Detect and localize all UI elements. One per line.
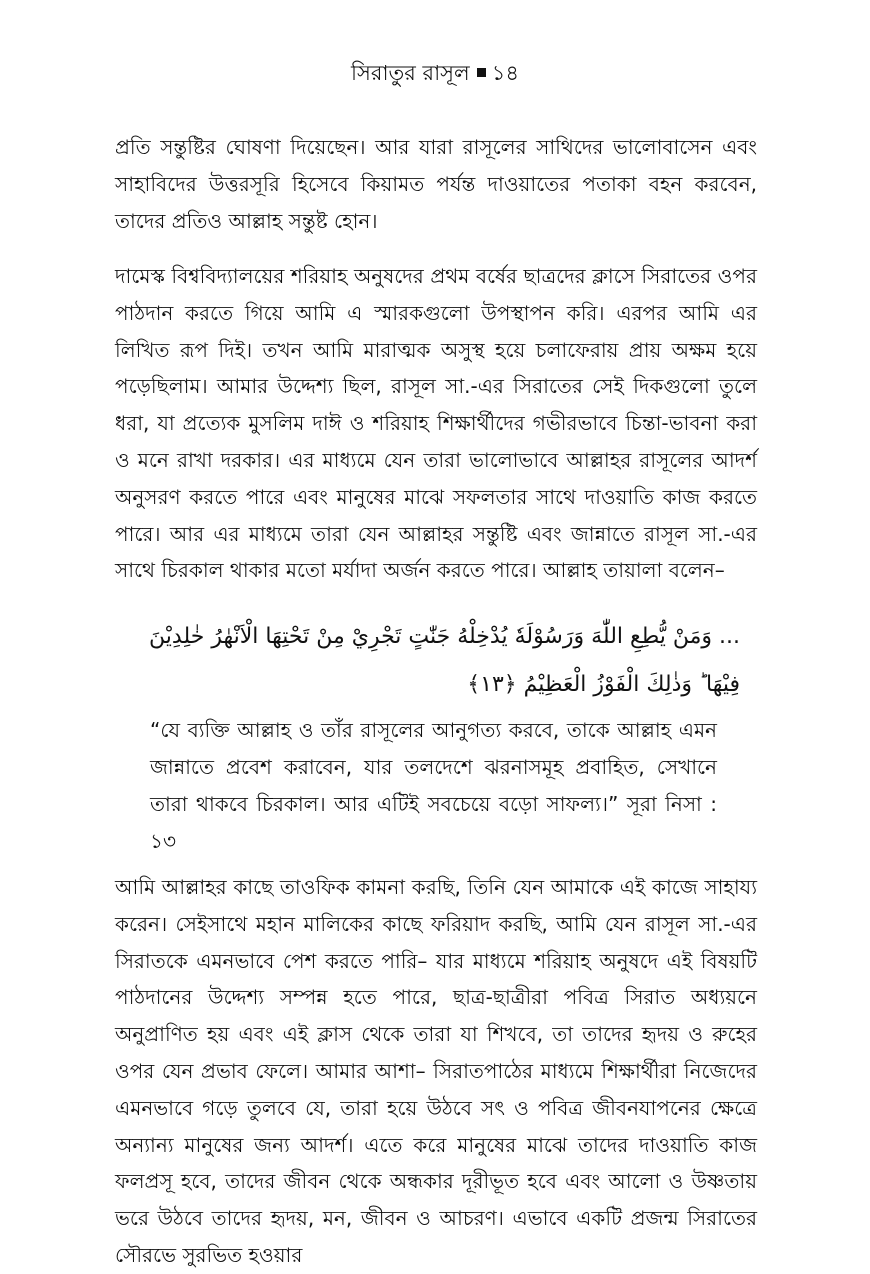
verse-translation: “যে ব্যক্তি আল্লাহ ও তাঁর রাসূলের আনুগত্য করবে, তাকে আল্লাহ এমন জান্নাতে প্রবেশ করাবেন, যার তলদেশে ঝরনাসমূহ প্রবাহিত, সেখানে তারা থাকবে চিরকাল। আর এটিই সবচেয়ে বড়ো সাফল্য।” সূরা নিসা : ১৩ (150, 718, 717, 853)
quran-verse-line-2: فِيْهَا ؕ وَذٰلِكَ الْفَوْزُ الْعَظِيْمُ ﴿۱۳﴾ (467, 672, 740, 697)
book-title: সিরাতুর রাসূল (351, 61, 470, 85)
paragraph-3: আমি আল্লাহর কাছে তাওফিক কামনা করছি, তিনি যেন আমাকে এই কাজে সাহায্য করেন। সেইসাথে মহান মালিকের কাছে ফরিয়াদ করছি, আমি যেন রাসূল সা.-এর সিরাতকে এমনভাবে পেশ করতে পারি– যার মাধ্যমে শরিয়াহ অনুষদে এই বিষয়টি পাঠদানের উদ্দেশ্য সম্পন্ন হতে পারে, ছাত্র-ছাত্রীরা পবিত্র সিরাত অধ্যয়নে অনুপ্রাণিত হয় এবং এই ক্লাস থেকে তারা যা শিখবে, তা তাদের হৃদয় ও রুহের ওপর যেন প্রভাব ফেলে। আমার আশা– সিরাতপাঠের মাধ্যমে শিক্ষার্থীরা নিজেদের এমনভাবে গড়ে তুলবে যে, তারা হয়ে উঠবে সৎ ও পবিত্র জীবনযাপনের ক্ষেত্রে অন্যান্য মানুষের জন্য আদর্শ। এতে করে মানুষের মাঝে তাদের দাওয়াতি কাজ ফলপ্রসূ হবে, তাদের জীবন থেকে অন্ধকার দূরীভূত হবে এবং আলো ও উষ্ণতায় ভরে উঠবে তাদের হৃদয়, মন, জীবন ও আচরণ। এভাবে একটি প্রজন্ম সিরাতের সৌরভে সুরভিত হওয়ার (115, 875, 757, 1267)
separator-square-icon (477, 68, 486, 77)
paragraph-2: দামেস্ক বিশ্ববিদ্যালয়ের শরিয়াহ অনুষদের প্রথম বর্ষের ছাত্রদের ক্লাসে সিরাতের ওপর পাঠদান করতে গিয়ে আমি এ স্মারকগুলো উপস্থাপন করি। এরপর আমি এর লিখিত রূপ দিই। তখন আমি মারাত্মক অসুস্থ হয়ে চলাফেরায় প্রায় অক্ষম হয়ে পড়েছিলাম। আমার উদ্দেশ্য ছিল, রাসূল সা.-এর সিরাতের সেই দিকগুলো তুলে ধরা, যা প্রত্যেক মুসলিম দাঈ ও শরিয়াহ শিক্ষার্থীদের গভীরভাবে চিন্তা-ভাবনা করা ও মনে রাখা দরকার। এর মাধ্যমে যেন তারা ভালোভাবে আল্লাহর রাসূলের আদর্শ অনুসরণ করতে পারে এবং মানুষের মাঝে সফলতার সাথে দাওয়াতি কাজ করতে পারে। আর এর মাধ্যমে তারা যেন আল্লাহর সন্তুষ্টি এবং জান্নাতে রাসূল সা.-এর সাথে চিরকাল থাকার মতো মর্যাদা অর্জন করতে পারে। আল্লাহ তায়ালা বলেন– (115, 264, 757, 583)
quran-verse-line-1: ... وَمَنْ يُّطِعِ اللّٰهَ وَرَسُوْلَهٗ يُدْخِلْهُ جَنّٰتٍ تَجْرِيْ مِنْ تَحْتِهَا الْاَنْهٰرُ خٰلِدِيْنَ (149, 624, 740, 649)
paragraph-1: প্রতি সন্তুষ্টির ঘোষণা দিয়েছেন। আর যারা রাসূলের সাথিদের ভালোবাসেন এবং সাহাবিদের উত্তরসূরি হিসেবে কিয়ামত পর্যন্ত দাওয়াতের পতাকা বহন করবেন, তাদের প্রতিও আল্লাহ সন্তুষ্ট হোন। (115, 135, 757, 233)
running-header (0, 58, 870, 88)
page-number: ১৪ (491, 61, 519, 85)
